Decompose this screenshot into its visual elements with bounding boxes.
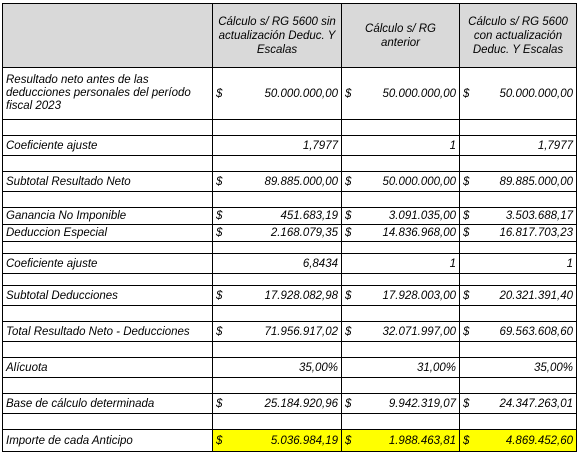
value-cell <box>460 286 577 306</box>
value-cell <box>213 394 342 414</box>
blank-cell <box>213 192 342 208</box>
blank-cell <box>3 274 213 286</box>
value-cell <box>460 172 577 192</box>
value: 1,7977 <box>302 139 338 152</box>
value: 451.683,19 <box>280 210 338 222</box>
table-row-ganancia-no-imponible <box>3 208 577 225</box>
header-rg-anterior: Cálculo s/ RG anterior <box>342 4 460 68</box>
value-cell <box>342 358 460 378</box>
header-row <box>3 4 577 68</box>
currency-sign: $ <box>216 87 223 100</box>
blank-row <box>3 192 577 208</box>
value-cell <box>342 225 460 242</box>
value-cell <box>342 68 460 120</box>
value-cell <box>342 172 460 192</box>
currency-sign: $ <box>216 175 223 188</box>
blank-cell <box>213 274 342 286</box>
currency-sign: $ <box>216 325 223 338</box>
currency-sign: $ <box>216 210 223 222</box>
value: 89.885.000,00 <box>499 175 573 188</box>
blank-cell <box>460 192 577 208</box>
blank-cell <box>460 120 577 136</box>
value: 1 <box>566 257 573 270</box>
value-cell <box>460 208 577 225</box>
table-row-subtotal-neto <box>3 172 577 192</box>
blank-cell <box>213 156 342 172</box>
value-cell-highlighted <box>342 430 460 452</box>
blank-cell <box>213 378 342 394</box>
blank-cell <box>3 156 213 172</box>
value-cell <box>460 358 577 378</box>
value-cell <box>460 68 577 120</box>
header-empty-cell <box>3 4 213 68</box>
blank-cell <box>213 120 342 136</box>
blank-cell <box>342 120 460 136</box>
currency-sign: $ <box>345 210 352 222</box>
table-row-alicuota <box>3 358 577 378</box>
currency-sign: $ <box>216 434 223 447</box>
row-label: Total Resultado Neto - Deducciones <box>3 322 213 342</box>
value: 35,00% <box>298 361 338 374</box>
value-cell <box>460 225 577 242</box>
blank-row <box>3 378 577 394</box>
blank-cell <box>342 342 460 358</box>
value: 35,00% <box>533 361 573 374</box>
value-cell <box>460 254 577 274</box>
blank-cell <box>342 414 460 430</box>
value: 1.988.463,81 <box>388 434 456 447</box>
value-cell <box>342 322 460 342</box>
value: 1,7977 <box>537 139 573 152</box>
value-cell-highlighted <box>460 430 577 452</box>
value-cell <box>213 254 342 274</box>
value-cell <box>213 225 342 242</box>
row-label: Deduccion Especial <box>3 225 213 242</box>
blank-row <box>3 414 577 430</box>
value-cell <box>213 68 342 120</box>
table-row-coeficiente-1 <box>3 136 577 156</box>
header-rg5600-con: Cálculo s/ RG 5600 con actualización Deduc. Y Escalas <box>460 4 577 68</box>
value-cell <box>342 136 460 156</box>
value: 50.000.000,00 <box>382 87 456 100</box>
currency-sign: $ <box>345 325 352 338</box>
blank-cell <box>460 242 577 254</box>
blank-cell <box>3 414 213 430</box>
value-cell <box>460 394 577 414</box>
row-label: Ganancia No Imponible <box>3 208 213 225</box>
blank-cell <box>3 306 213 322</box>
value: 4.869.452,60 <box>505 434 573 447</box>
value-cell <box>342 254 460 274</box>
table-row-deduccion-especial <box>3 225 577 242</box>
blank-cell <box>460 306 577 322</box>
blank-row <box>3 342 577 358</box>
currency-sign: $ <box>463 87 470 100</box>
blank-cell <box>3 242 213 254</box>
value: 89.885.000,00 <box>264 175 338 188</box>
value: 50.000.000,00 <box>382 175 456 188</box>
value: 17.928.082,98 <box>264 289 338 302</box>
value-cell-highlighted <box>213 430 342 452</box>
blank-row <box>3 274 577 286</box>
table-row-total <box>3 322 577 342</box>
blank-row <box>3 306 577 322</box>
blank-cell <box>213 414 342 430</box>
blank-row <box>3 242 577 254</box>
blank-cell <box>460 156 577 172</box>
value-cell <box>342 286 460 306</box>
currency-sign: $ <box>345 227 352 239</box>
value: 24.347.263,01 <box>499 397 573 410</box>
value: 71.956.917,02 <box>264 325 338 338</box>
value-cell <box>342 208 460 225</box>
row-label: Subtotal Resultado Neto <box>3 172 213 192</box>
value: 69.563.608,60 <box>499 325 573 338</box>
currency-sign: $ <box>216 227 223 239</box>
value: 31,00% <box>416 361 456 374</box>
value-cell <box>213 322 342 342</box>
value: 50.000.000,00 <box>264 87 338 100</box>
value-cell <box>460 322 577 342</box>
blank-cell <box>342 274 460 286</box>
value-cell <box>213 208 342 225</box>
currency-sign: $ <box>345 87 352 100</box>
row-label: Coeficiente ajuste <box>3 254 213 274</box>
value: 25.184.920,96 <box>264 397 338 410</box>
value: 50.000.000,00 <box>499 87 573 100</box>
blank-cell <box>213 342 342 358</box>
blank-cell <box>342 242 460 254</box>
value: 1 <box>449 257 456 270</box>
table-row-base-calculo <box>3 394 577 414</box>
table-row-importe-anticipo <box>3 430 577 452</box>
blank-cell <box>213 306 342 322</box>
currency-sign: $ <box>463 227 470 239</box>
value: 16.817.703,23 <box>499 227 573 239</box>
value-cell <box>460 136 577 156</box>
currency-sign: $ <box>463 434 470 447</box>
value-cell <box>213 136 342 156</box>
value-cell <box>213 172 342 192</box>
blank-cell <box>342 306 460 322</box>
currency-sign: $ <box>216 289 223 302</box>
blank-cell <box>342 192 460 208</box>
row-label: Importe de cada Anticipo <box>3 430 213 452</box>
row-label: Resultado neto antes de las deducciones personales del período fiscal 2023 <box>3 68 213 120</box>
currency-sign: $ <box>463 175 470 188</box>
value: 9.942.319,07 <box>388 397 456 410</box>
blank-row <box>3 120 577 136</box>
blank-cell <box>3 342 213 358</box>
value: 3.503.688,17 <box>505 210 573 222</box>
value: 5.036.984,19 <box>270 434 338 447</box>
currency-sign: $ <box>345 397 352 410</box>
blank-cell <box>342 378 460 394</box>
blank-cell <box>342 156 460 172</box>
blank-cell <box>3 378 213 394</box>
row-label: Subtotal Deducciones <box>3 286 213 306</box>
currency-sign: $ <box>463 325 470 338</box>
value-cell <box>213 286 342 306</box>
value: 20.321.391,40 <box>499 289 573 302</box>
value: 3.091.035,00 <box>388 210 456 222</box>
currency-sign: $ <box>463 289 470 302</box>
blank-cell <box>3 120 213 136</box>
value: 1 <box>449 139 456 152</box>
currency-sign: $ <box>463 210 470 222</box>
blank-cell <box>460 342 577 358</box>
header-rg5600-sin: Cálculo s/ RG 5600 sin actualización Deduc. Y Escalas <box>213 4 342 68</box>
row-label: Base de cálculo determinada <box>3 394 213 414</box>
value-cell <box>342 394 460 414</box>
value: 6,8434 <box>302 257 338 270</box>
blank-row <box>3 156 577 172</box>
value: 2.168.079,35 <box>270 227 338 239</box>
table-row-coeficiente-2 <box>3 254 577 274</box>
table-row-resultado <box>3 68 577 120</box>
currency-sign: $ <box>345 434 352 447</box>
blank-cell <box>3 192 213 208</box>
row-label: Coeficiente ajuste <box>3 136 213 156</box>
value-cell <box>213 358 342 378</box>
calculation-table <box>2 3 577 452</box>
currency-sign: $ <box>345 175 352 188</box>
currency-sign: $ <box>345 289 352 302</box>
value: 14.836.968,00 <box>382 227 456 239</box>
value: 32.071.997,00 <box>382 325 456 338</box>
blank-cell <box>213 242 342 254</box>
blank-cell <box>460 378 577 394</box>
row-label: Alícuota <box>3 358 213 378</box>
blank-cell <box>460 414 577 430</box>
value: 17.928.003,00 <box>382 289 456 302</box>
blank-cell <box>460 274 577 286</box>
currency-sign: $ <box>216 397 223 410</box>
currency-sign: $ <box>463 397 470 410</box>
table-row-subtotal-deducciones <box>3 286 577 306</box>
